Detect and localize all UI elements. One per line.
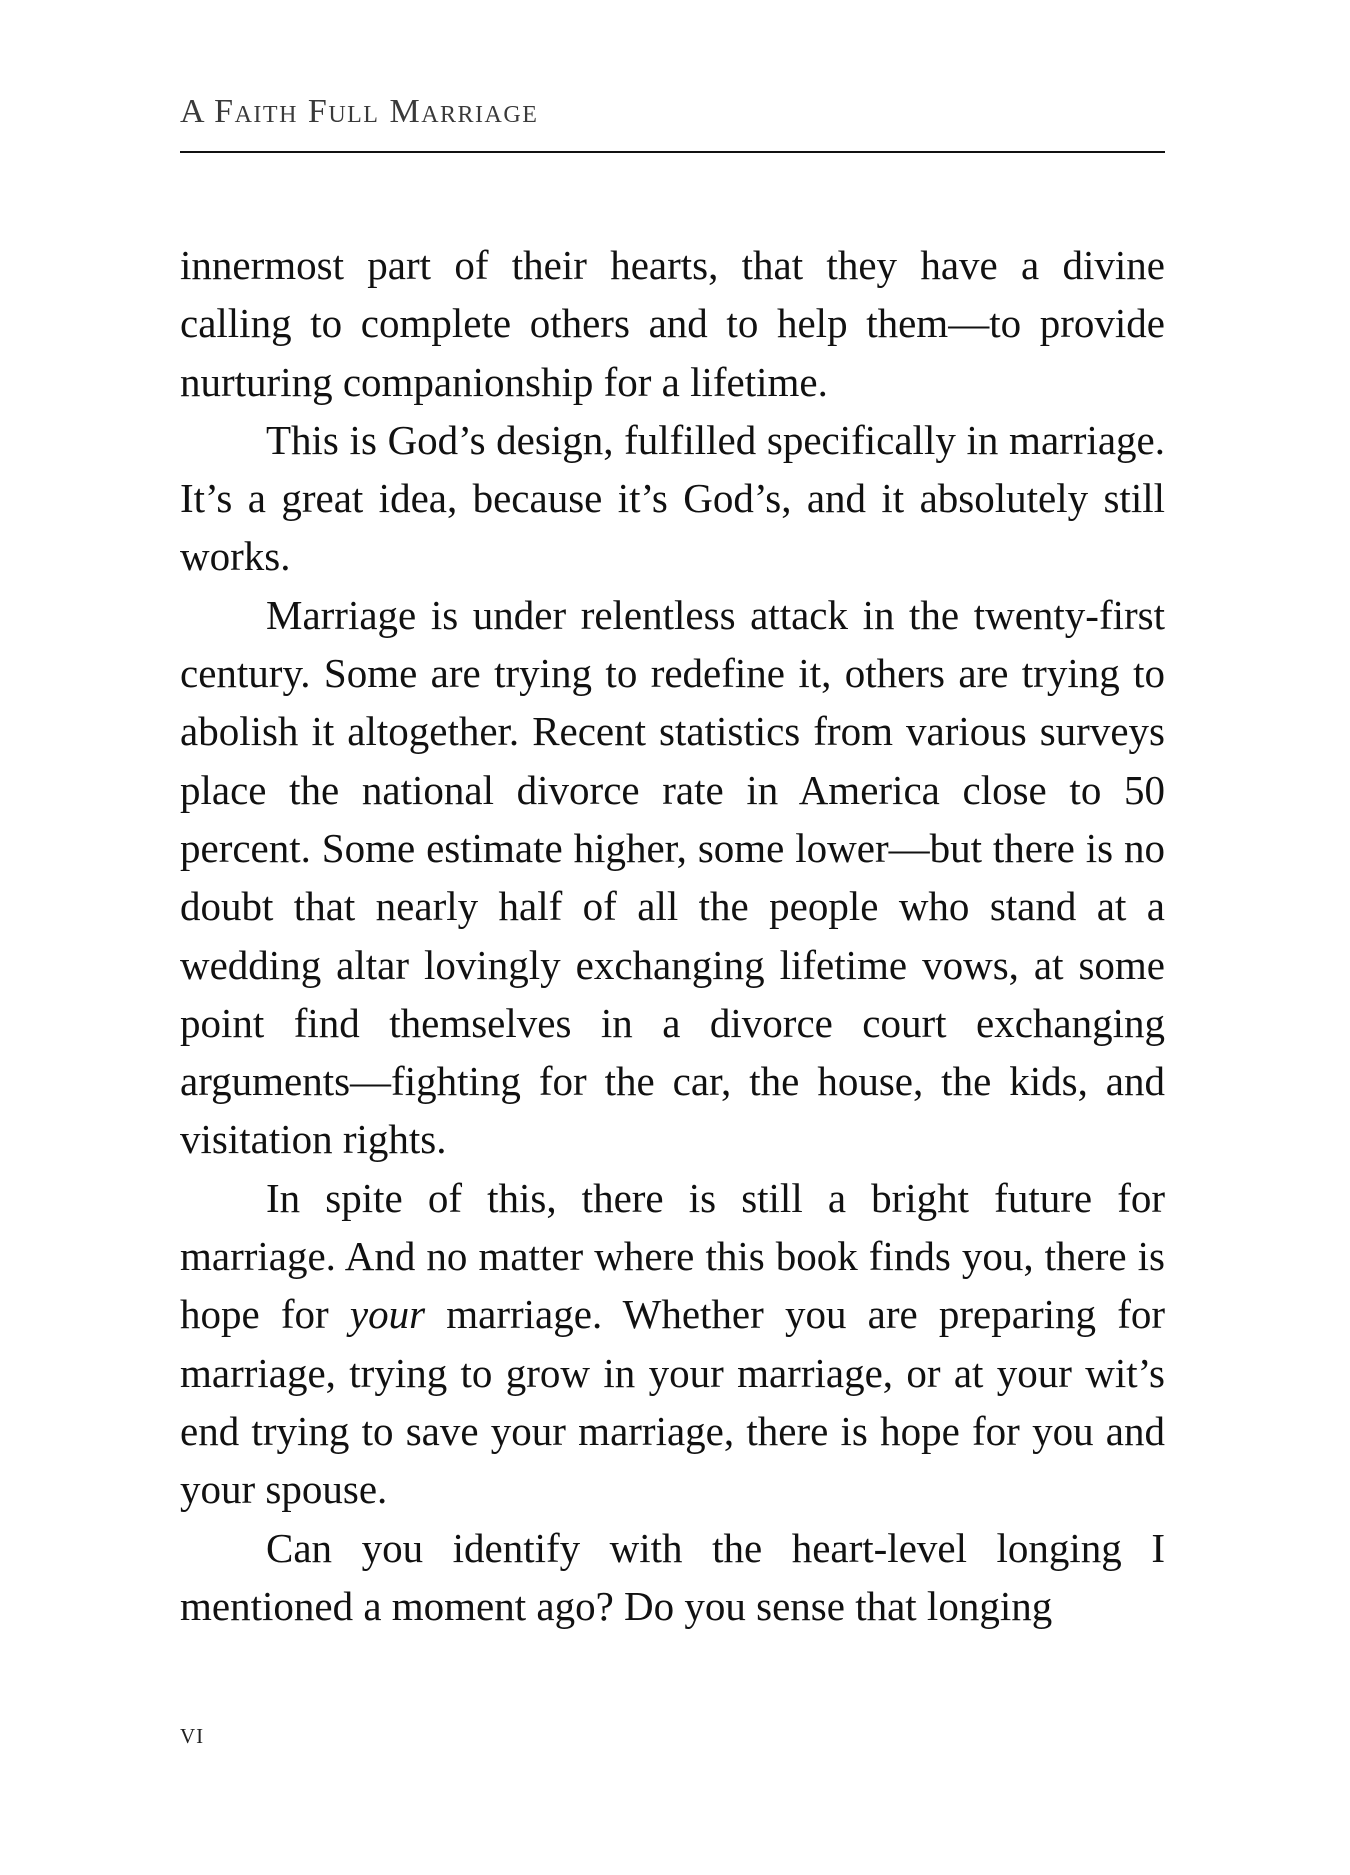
body-text: [180, 236, 1165, 1635]
emphasis-your: your: [349, 1291, 426, 1338]
header-rule: [180, 151, 1165, 153]
running-head-title: A Faith Full Marriage: [180, 93, 539, 130]
paragraph-4-after: marriage. Whether you are preparing for marriage, trying to grow in your marriage, or at your wit’s end trying to save your marriage, there is hope for you and your spouse.: [180, 1291, 1166, 1513]
paragraph-5: Can you identify with the heart-level longing I mentioned a moment ago? Do you sense that longing: [180, 1524, 1165, 1629]
paragraph-3: Marriage is under relentless attack in the twenty-first century. Some are trying to redefine it, others are trying to abolish it altogether. Recent statistics from various surveys place the national divorce rate in America close to 50 percent. Some estimate higher, some lower—but there is no doubt that nearly half of all the people who stand at a wedding altar lovingly exchanging lifetime vows, at some point find themselves in a divorce court exchanging arguments—fighting for the car, the house, the kids, and visitation rights.: [180, 591, 1165, 1163]
paragraph-4-before: In spite of this, there is still a bright future for marriage. And no matter where this book finds you, there is hope for: [180, 1174, 1165, 1338]
paragraph-4: [180, 1169, 1165, 1519]
page-number: vi: [180, 1717, 205, 1750]
paragraph-1: innermost part of their hearts, that they have a divine calling to complete others and to help them—to provide nurturing companionship for a lifetime.: [180, 242, 1165, 405]
paragraph-2: This is God’s design, fulfilled specifically in marriage. It’s a great idea, because it’s God’s, and it absolutely still works.: [180, 416, 1165, 580]
